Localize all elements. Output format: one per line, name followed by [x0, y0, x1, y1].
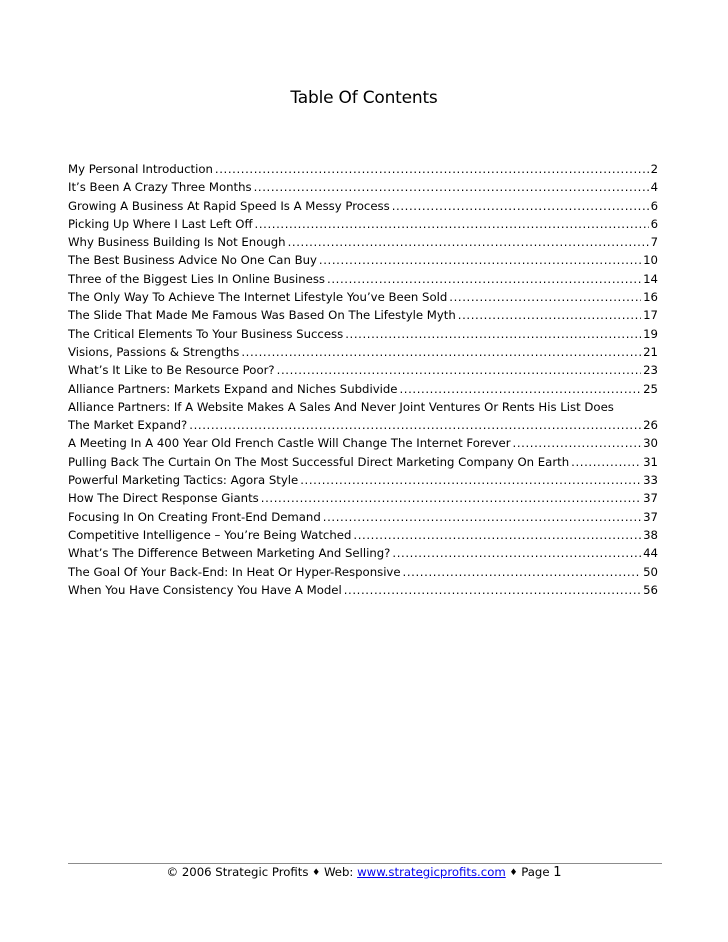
toc-entry-title-line1: Alliance Partners: If A Website Makes A Sales And Never Joint Ventures Or Rents His List Does [68, 399, 614, 414]
toc-entry-page: 6 [650, 216, 658, 231]
footer-page-number: 1 [553, 865, 562, 880]
toc-entry-title: Powerful Marketing Tactics: Agora Style [68, 473, 299, 488]
footer-website-link[interactable]: www.strategicprofits.com [357, 865, 506, 879]
footer-copyright: © 2006 Strategic Profits [166, 865, 309, 879]
toc-leader-dots [571, 453, 641, 471]
toc-entry[interactable] [68, 233, 658, 251]
toc-entry[interactable] [68, 453, 658, 471]
toc-entry[interactable] [68, 581, 658, 599]
toc-entry[interactable] [68, 343, 658, 361]
toc-entry-page: 4 [650, 180, 658, 195]
toc-entry-title: What’s It Like to Be Resource Poor? [68, 363, 275, 378]
toc-entry-title: What’s The Difference Between Marketing And Selling? [68, 546, 391, 561]
footer-divider [68, 863, 662, 864]
toc-entry-title: Three of the Biggest Lies In Online Business [68, 271, 326, 286]
toc-entry-title-line2: The Market Expand? [68, 418, 188, 433]
footer-web-label: Web: [323, 865, 354, 879]
toc-entry-title: The Slide That Made Me Famous Was Based On The Lifestyle Myth [68, 308, 456, 323]
toc-entry-title: My Personal Introduction [68, 162, 213, 176]
toc-entry-title: Focusing In On Creating Front-End Demand [68, 509, 321, 524]
toc-entry-title: How The Direct Response Giants [68, 491, 259, 506]
toc-entry[interactable] [68, 270, 658, 288]
toc-entry[interactable] [68, 489, 658, 507]
toc-entry[interactable] [68, 215, 658, 233]
toc-entry-title: The Only Way To Achieve The Internet Lifestyle You’ve Been Sold [68, 290, 448, 305]
table-of-contents [68, 160, 658, 599]
toc-leader-dots [288, 233, 649, 251]
toc-entry-page: 31 [643, 454, 658, 469]
toc-entry[interactable] [68, 380, 658, 398]
toc-entry-page: 37 [643, 491, 658, 506]
toc-entry-page: 21 [643, 344, 658, 359]
toc-entry-title: Alliance Partners: Markets Expand and Niches Subdivide [68, 381, 398, 396]
toc-entry-title: Visions, Passions & Strengths [68, 344, 240, 359]
toc-leader-dots [458, 306, 641, 324]
toc-leader-dots [344, 581, 641, 599]
toc-entry-title: The Goal Of Your Back-End: In Heat Or Hyper-Responsive [68, 564, 401, 579]
toc-entry[interactable] [68, 563, 658, 581]
diamond-icon: ♦ [312, 868, 321, 878]
toc-leader-dots [513, 434, 642, 452]
toc-entry-title: Picking Up Where I Last Left Off [68, 216, 253, 231]
toc-entry-page: 23 [643, 363, 658, 378]
toc-entry-page: 17 [643, 308, 658, 323]
toc-leader-dots [353, 526, 641, 544]
toc-entry-page: 50 [643, 564, 658, 579]
toc-leader-dots [449, 288, 641, 306]
toc-entry-title: Competitive Intelligence – You’re Being Watched [68, 527, 352, 542]
page-title: Table Of Contents [290, 88, 438, 108]
toc-entry[interactable] [68, 361, 658, 379]
toc-leader-dots [392, 544, 641, 562]
toc-entry-page: 30 [643, 436, 658, 451]
toc-entry[interactable] [68, 325, 658, 343]
toc-entry[interactable] [68, 197, 658, 215]
toc-leader-dots [189, 416, 641, 434]
toc-entry[interactable] [68, 471, 658, 489]
toc-entry[interactable] [68, 178, 658, 196]
toc-entry-page: 25 [643, 381, 658, 396]
toc-leader-dots [323, 508, 641, 526]
toc-leader-dots [261, 489, 641, 507]
toc-entry-title: Why Business Building Is Not Enough [68, 235, 286, 250]
toc-entry-title: Growing A Business At Rapid Speed Is A Messy Process [68, 198, 390, 213]
toc-entry[interactable] [68, 434, 658, 452]
toc-entry-page: 56 [643, 582, 658, 597]
toc-leader-dots [277, 361, 642, 379]
toc-leader-dots [392, 197, 649, 215]
toc-leader-dots [327, 270, 641, 288]
toc-entry-page: 19 [643, 326, 658, 341]
toc-entry-page: 44 [643, 546, 658, 561]
toc-entry[interactable] [68, 288, 658, 306]
toc-entry-title: Pulling Back The Curtain On The Most Successful Direct Marketing Company On Earth [68, 454, 570, 469]
toc-entry-title: The Critical Elements To Your Business Success [68, 326, 344, 341]
toc-entry-title: A Meeting In A 400 Year Old French Castle Will Change The Internet Forever [68, 436, 511, 451]
toc-entry[interactable] [68, 526, 658, 544]
toc-leader-dots [300, 471, 641, 489]
diamond-icon: ♦ [509, 868, 518, 878]
toc-entry[interactable] [68, 251, 658, 269]
toc-entry[interactable] [68, 160, 658, 178]
toc-entry-page: 38 [643, 527, 658, 542]
toc-entry-page: 26 [643, 418, 658, 433]
toc-entry-title: It’s Been A Crazy Three Months [68, 180, 252, 195]
toc-leader-dots [241, 343, 641, 361]
toc-leader-dots [319, 251, 641, 269]
toc-entry[interactable] [68, 508, 658, 526]
toc-leader-dots [403, 563, 642, 581]
toc-entry-page: 33 [643, 473, 658, 488]
toc-entry-page: 6 [650, 198, 658, 213]
page-footer [0, 865, 728, 880]
toc-entry-page: 2 [650, 162, 658, 176]
toc-entry-page: 7 [650, 235, 658, 250]
toc-entry-title: The Best Business Advice No One Can Buy [68, 253, 317, 268]
toc-entry[interactable] [68, 544, 658, 562]
toc-entry-multiline[interactable] [68, 398, 658, 435]
toc-entry-page: 10 [643, 253, 658, 268]
footer-page-label: Page [521, 865, 550, 879]
toc-leader-dots [215, 160, 649, 178]
toc-entry-title: When You Have Consistency You Have A Model [68, 582, 342, 597]
toc-leader-dots [345, 325, 641, 343]
toc-entry-page: 37 [643, 509, 658, 524]
toc-entry[interactable] [68, 306, 658, 324]
toc-entry-page: 14 [643, 271, 658, 286]
toc-leader-dots [254, 178, 649, 196]
toc-entry-page: 16 [643, 290, 658, 305]
toc-leader-dots [399, 380, 641, 398]
toc-leader-dots [255, 215, 649, 233]
